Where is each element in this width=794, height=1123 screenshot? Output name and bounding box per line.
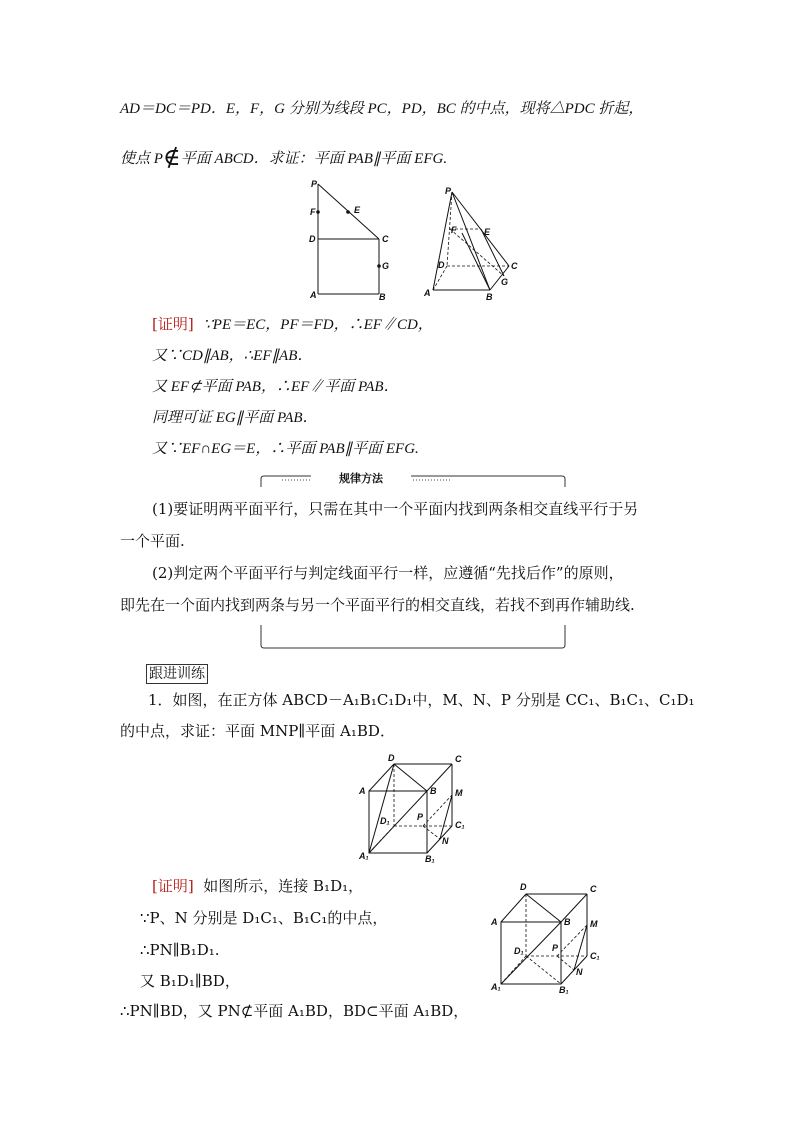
cube-label-d1: D₁ (380, 816, 390, 826)
proof1-line-2: 又∵CD∥AB，∴EF∥AB． (152, 348, 313, 364)
folded-label-a: A (424, 288, 431, 298)
folded-label-f: F (451, 225, 457, 235)
folded-label-c: C (511, 261, 518, 271)
folded-label-b: B (486, 292, 493, 302)
method-title: 规律方法 (311, 470, 411, 486)
point-g-dot (377, 264, 381, 268)
problem-line-2-prefix: 使点 P (120, 151, 163, 167)
proof1-tag: [证明] (152, 315, 194, 333)
practice-header: 跟进训练 (146, 664, 208, 684)
proof2-line-2: ∵P、N 分别是 D₁C₁、B₁C₁的中点， (140, 909, 388, 927)
cube-label-b1: B₁ (425, 854, 435, 864)
cube2-label-n: N (576, 967, 583, 977)
cube2-label-a: A (491, 917, 498, 927)
cube-label-c1: C₁ (455, 820, 465, 830)
cube-label-n: N (442, 836, 449, 846)
point-e-dot (346, 210, 350, 214)
method-p2-line-2: 即先在一个面内找到两条与另一个平面平行的相交直线，若找不到再作辅助线. (120, 596, 635, 614)
flat-label-f: F (310, 207, 316, 217)
cube2-label-m: M (590, 919, 598, 929)
cube-label-p: P (417, 812, 424, 822)
flat-label-e: E (354, 205, 361, 215)
proof1-text-1: ∵PE＝EC，PF＝FD，∴EF∥CD， (203, 317, 433, 333)
folded-label-d: D (438, 260, 445, 270)
cube-label-c: C (455, 754, 462, 764)
cube2-label-d1: D₁ (514, 946, 524, 956)
cube-label-a1: A₁ (359, 851, 369, 861)
point-f-dot (316, 210, 320, 214)
cube-label-d: D (388, 753, 395, 763)
proof2-tag: [证明] (152, 877, 194, 895)
folded-label-e: E (484, 227, 491, 237)
method-p2-line-1: (2)判定两个平面平行与判定线面平行一样，应遵循“先找后作”的原则， (152, 564, 624, 582)
flat-label-d: D (309, 234, 316, 244)
cube-label-m: M (455, 788, 463, 798)
flat-label-c: C (382, 234, 389, 244)
cube-label-a: A (359, 786, 366, 796)
proof2-text-1: 如图所示，连接 B₁D₁， (203, 877, 364, 895)
cube-figure (352, 750, 482, 865)
problem-line-1: AD＝DC＝PD．E，F，G 分别为线段 PC，PD，BC 的中点，现将△PDC 折起， (120, 101, 644, 117)
flat-label-p: P (311, 179, 318, 189)
proof2-line-5: ∴PN∥BD，又 PN⊄平面 A₁BD，BD⊂平面 A₁BD， (120, 1002, 469, 1020)
proof1-line-3: 又 EF⊄平面 PAB，∴EF∥平面 PAB． (152, 379, 399, 395)
flat-figure (318, 184, 379, 294)
folded-label-g: G (501, 277, 509, 287)
cube2-label-c: C (590, 884, 597, 894)
method-p1-line-2: 一个平面. (120, 532, 185, 550)
proof2-line-4: 又 B₁D₁∥BD， (140, 972, 240, 990)
cube-label-b: B (430, 786, 437, 796)
proof1-line-5: 又∵EF∩EG＝E，∴平面 PAB∥平面 EFG. (152, 441, 419, 457)
method-p1-line-1: (1)要证明两平面平行，只需在其中一个平面内找到两条相交直线平行于另 (152, 500, 639, 518)
problem-line-2-suffix: 平面 ABCD．求证：平面 PAB∥平面 EFG. (180, 151, 448, 167)
proof1-line-1 (152, 313, 433, 336)
not-in-symbol: ∉ (162, 143, 181, 171)
proof2-line-1 (152, 875, 363, 897)
cube2-label-b1: B₁ (559, 985, 569, 995)
practice-q1-line-2: 的中点，求证：平面 MNP∥平面 A₁BD． (120, 722, 395, 740)
cube-figure-2 (484, 877, 614, 997)
proof2-line-3: ∴PN∥B₁D₁. (140, 941, 220, 959)
problem-line-2 (120, 143, 448, 171)
folded-label-p: P (445, 186, 452, 196)
practice-q1-line-1: 1．如图，在正方体 ABCD－A₁B₁C₁D₁中，M、N、P 分别是 CC₁、B₁C₁、C₁D₁ (148, 691, 695, 709)
cube2-label-p: P (552, 943, 559, 953)
flat-label-b: B (379, 292, 386, 302)
proof1-line-4: 同理可证 EG∥平面 PAB． (152, 410, 318, 426)
cube2-label-a1: A₁ (491, 982, 501, 992)
folded-figure (433, 192, 509, 290)
cube2-label-d: D (520, 882, 527, 892)
cube2-label-b: B (564, 917, 571, 927)
flat-label-a: A (310, 290, 317, 300)
cube2-label-c1: C₁ (590, 951, 600, 961)
fold-figure (300, 176, 530, 306)
flat-label-g: G (382, 261, 390, 271)
